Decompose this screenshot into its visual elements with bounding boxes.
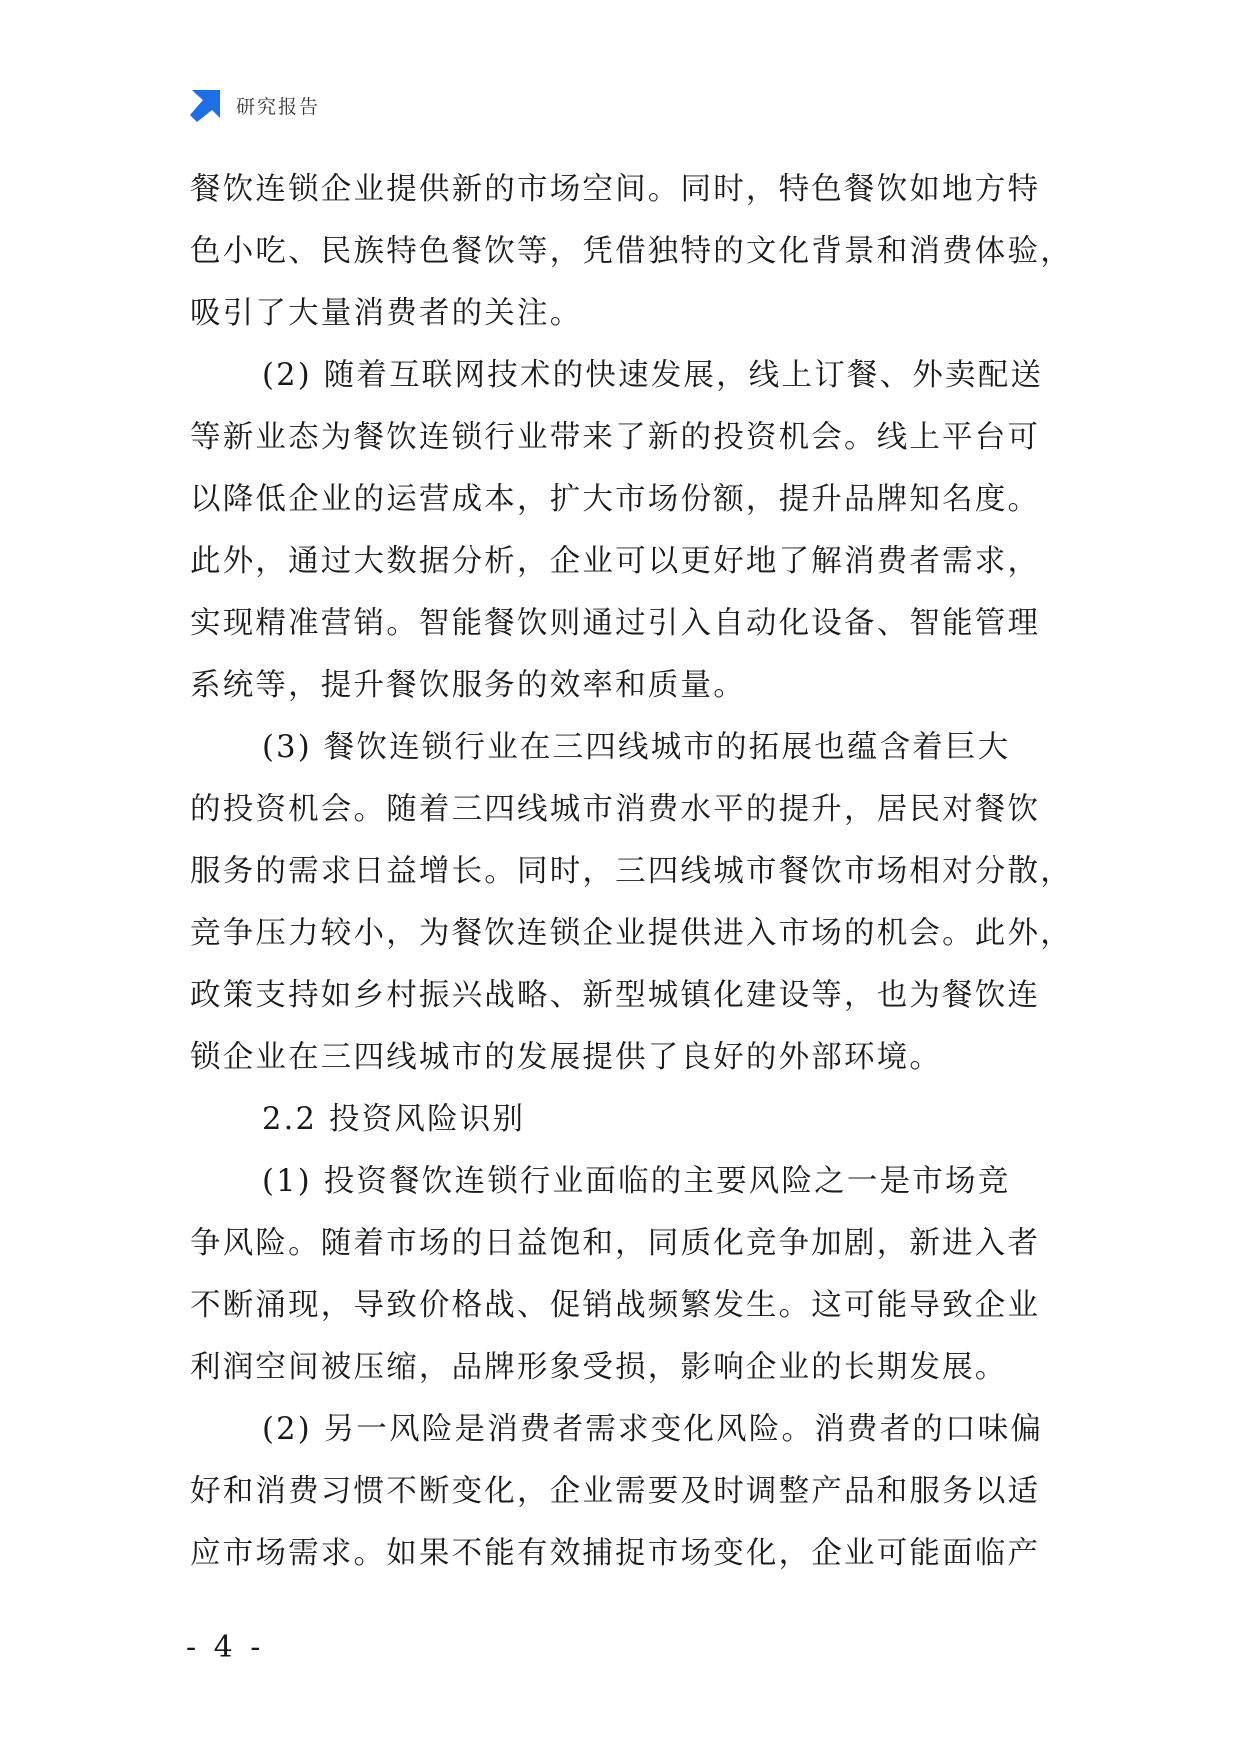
document-body <box>190 159 1073 1585</box>
header-title: 研究报告 <box>236 95 321 118</box>
section-heading: 2.2 投资风险识别 <box>262 1102 526 1137</box>
paragraph-start: (3) 餐饮连锁行业在三四线城市的拓展也蕴含着巨大 <box>262 730 1011 765</box>
text-line: 不断涌现，导致价格战、促销战频繁发生。这可能导致企业 <box>190 1288 1041 1323</box>
text-line: 此外，通过大数据分析，企业可以更好地了解消费者需求， <box>190 544 1041 579</box>
page-header <box>188 86 320 124</box>
text-line: 以降低企业的运营成本，扩大市场份额，提升品牌知名度。 <box>190 482 1041 517</box>
paragraph-start: (2) 随着互联网技术的快速发展，线上订餐、外卖配送 <box>262 358 1044 393</box>
paragraph-start: (1) 投资餐饮连锁行业面临的主要风险之一是市场竞 <box>262 1164 1011 1199</box>
text-line: 实现精准营销。智能餐饮则通过引入自动化设备、智能管理 <box>190 606 1041 641</box>
text-line: 争风险。随着市场的日益饱和，同质化竞争加剧，新进入者 <box>190 1226 1041 1261</box>
text-line: 应市场需求。如果不能有效捕捉市场变化，企业可能面临产 <box>190 1536 1041 1571</box>
text-line: 服务的需求日益增长。同时，三四线城市餐饮市场相对分散， <box>190 854 1073 889</box>
text-line: 竞争压力较小，为餐饮连锁企业提供进入市场的机会。此外， <box>190 916 1073 951</box>
paragraph-start: (2) 另一风险是消费者需求变化风险。消费者的口味偏 <box>262 1412 1044 1447</box>
text-line: 餐饮连锁企业提供新的市场空间。同时，特色餐饮如地方特 <box>190 172 1041 207</box>
text-line: 吸引了大量消费者的关注。 <box>190 296 583 331</box>
text-line: 等新业态为餐饮连锁行业带来了新的投资机会。线上平台可 <box>190 420 1041 455</box>
text-line: 好和消费习惯不断变化，企业需要及时调整产品和服务以适 <box>190 1474 1041 1509</box>
text-line: 政策支持如乡村振兴战略、新型城镇化建设等，也为餐饮连 <box>190 978 1041 1013</box>
text-line: 锁企业在三四线城市的发展提供了良好的外部环境。 <box>190 1040 943 1075</box>
page-number: - 4 - <box>186 1630 265 1665</box>
text-line: 利润空间被压缩，品牌形象受损，影响企业的长期发展。 <box>190 1350 1008 1385</box>
text-line: 的投资机会。随着三四线城市消费水平的提升，居民对餐饮 <box>190 792 1041 827</box>
text-line: 色小吃、民族特色餐饮等，凭借独特的文化背景和消费体验， <box>190 234 1073 269</box>
text-line: 系统等，提升餐饮服务的效率和质量。 <box>190 668 746 703</box>
arrow-up-right-icon <box>188 88 222 122</box>
